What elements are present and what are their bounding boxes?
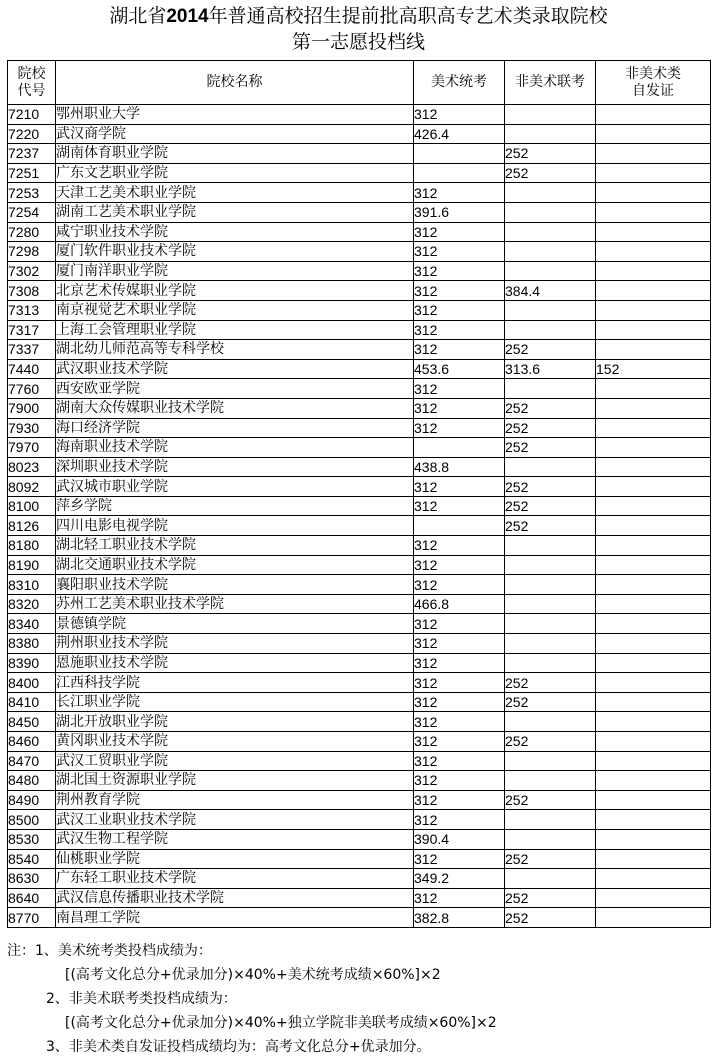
- table-row: [8, 105, 711, 125]
- nonart-self-score-cell: [596, 771, 711, 791]
- school-code-cell: 8470: [8, 751, 56, 771]
- table-row: [8, 712, 711, 732]
- art-unified-score-cell: 312: [414, 653, 505, 673]
- note-1: 注：1、美术统考类投档成绩为：: [7, 943, 212, 959]
- nonart-self-score-cell: [596, 124, 711, 144]
- art-unified-score-cell: 382.8: [414, 908, 505, 928]
- nonart-joint-score-cell: [505, 124, 596, 144]
- school-code-cell: 7298: [8, 242, 56, 262]
- nonart-self-score-cell: [596, 202, 711, 222]
- art-unified-score-cell: 312: [414, 300, 505, 320]
- nonart-self-score-cell: [596, 183, 711, 203]
- art-unified-score-cell: 312: [414, 849, 505, 869]
- school-code-cell: 7280: [8, 222, 56, 242]
- table-row: [8, 751, 711, 771]
- school-name-cell: 深圳职业技术学院: [56, 457, 414, 477]
- nonart-self-score-cell: [596, 712, 711, 732]
- table-row: [8, 320, 711, 340]
- school-code-cell: 8540: [8, 849, 56, 869]
- title-suffix: 年普通高校招生提前批高职高专艺术类录取院校: [208, 5, 608, 27]
- school-name-cell: 苏州工艺美术职业技术学院: [56, 594, 414, 614]
- school-code-cell: 8180: [8, 536, 56, 556]
- nonart-joint-score-cell: 252: [505, 849, 596, 869]
- nonart-self-score-cell: [596, 496, 711, 516]
- school-name-cell: 湖南大众传媒职业技术学院: [56, 398, 414, 418]
- nonart-joint-score-cell: [505, 594, 596, 614]
- art-unified-score-cell: 312: [414, 712, 505, 732]
- table-row: [8, 457, 711, 477]
- table-row: [8, 634, 711, 654]
- school-code-cell: 8092: [8, 477, 56, 497]
- note-3: 3、非美术类自发证投档成绩均为：高考文化总分+优录加分。: [46, 1039, 431, 1055]
- art-unified-score-cell: 312: [414, 751, 505, 771]
- school-code-cell: 7237: [8, 144, 56, 164]
- nonart-joint-score-cell: [505, 242, 596, 262]
- nonart-self-score-cell: [596, 300, 711, 320]
- art-unified-score-cell: 391.6: [414, 202, 505, 222]
- table-row: [8, 908, 711, 928]
- school-name-cell: 黄冈职业技术学院: [56, 732, 414, 752]
- art-unified-score-cell: 312: [414, 575, 505, 595]
- art-unified-score-cell: 312: [414, 673, 505, 693]
- title-year: 2014: [166, 6, 209, 27]
- table-row: [8, 555, 711, 575]
- school-code-cell: 7970: [8, 438, 56, 458]
- nonart-joint-score-cell: 384.4: [505, 281, 596, 301]
- art-unified-score-cell: 312: [414, 771, 505, 791]
- art-unified-score-cell: [414, 144, 505, 164]
- nonart-self-score-cell: [596, 810, 711, 830]
- nonart-self-score-cell: [596, 614, 711, 634]
- nonart-self-score-cell: [596, 594, 711, 614]
- school-name-cell: 长江职业学院: [56, 692, 414, 712]
- school-code-cell: 8530: [8, 829, 56, 849]
- art-unified-score-cell: 312: [414, 536, 505, 556]
- nonart-self-score-cell: [596, 829, 711, 849]
- nonart-self-score-cell: [596, 751, 711, 771]
- school-name-cell: 海南职业技术学院: [56, 438, 414, 458]
- nonart-self-score-cell: [596, 418, 711, 438]
- art-unified-score-cell: 312: [414, 183, 505, 203]
- school-name-cell: 武汉商学院: [56, 124, 414, 144]
- art-unified-score-cell: 312: [414, 105, 505, 125]
- school-code-cell: 8400: [8, 673, 56, 693]
- school-name-cell: 景德镇学院: [56, 614, 414, 634]
- art-unified-score-cell: 312: [414, 888, 505, 908]
- nonart-self-score-cell: [596, 908, 711, 928]
- school-name-cell: 鄂州职业大学: [56, 105, 414, 125]
- nonart-self-score-cell: [596, 457, 711, 477]
- school-name-cell: 广东文艺职业学院: [56, 163, 414, 183]
- nonart-joint-score-cell: [505, 751, 596, 771]
- school-name-cell: 湖北交通职业技术学院: [56, 555, 414, 575]
- table-row: [8, 438, 711, 458]
- school-code-cell: 7313: [8, 300, 56, 320]
- col-header-art-unified: 美术统考: [414, 61, 505, 105]
- table-row: [8, 242, 711, 262]
- table-row: [8, 771, 711, 791]
- school-code-cell: 8310: [8, 575, 56, 595]
- art-unified-score-cell: [414, 438, 505, 458]
- school-code-cell: 7254: [8, 202, 56, 222]
- art-unified-score-cell: 312: [414, 340, 505, 360]
- nonart-self-score-cell: 152: [596, 359, 711, 379]
- art-unified-score-cell: 312: [414, 732, 505, 752]
- school-name-cell: 武汉工贸职业学院: [56, 751, 414, 771]
- nonart-joint-score-cell: 252: [505, 908, 596, 928]
- note-2: 2、非美术联考类投档成绩为：: [46, 991, 237, 1007]
- table-row: [8, 144, 711, 164]
- col-header-name: 院校名称: [56, 61, 414, 105]
- art-unified-score-cell: 390.4: [414, 829, 505, 849]
- school-code-cell: 8490: [8, 790, 56, 810]
- nonart-joint-score-cell: 252: [505, 340, 596, 360]
- school-code-cell: 8100: [8, 496, 56, 516]
- table-row: [8, 594, 711, 614]
- art-unified-score-cell: 453.6: [414, 359, 505, 379]
- table-row: [8, 340, 711, 360]
- table-row: [8, 359, 711, 379]
- nonart-joint-score-cell: [505, 869, 596, 889]
- nonart-joint-score-cell: 252: [505, 418, 596, 438]
- school-code-cell: 8630: [8, 869, 56, 889]
- page-title-line1: [0, 3, 717, 30]
- school-code-cell: 8340: [8, 614, 56, 634]
- school-name-cell: 湖南体育职业学院: [56, 144, 414, 164]
- table-row: [8, 124, 711, 144]
- school-name-cell: 海口经济学院: [56, 418, 414, 438]
- table-row: [8, 810, 711, 830]
- nonart-self-score-cell: [596, 634, 711, 654]
- nonart-self-score-cell: [596, 477, 711, 497]
- art-unified-score-cell: 312: [414, 418, 505, 438]
- school-code-cell: 8460: [8, 732, 56, 752]
- school-name-cell: 武汉城市职业学院: [56, 477, 414, 497]
- col-header-code: 院校 代号: [8, 61, 56, 105]
- art-unified-score-cell: [414, 516, 505, 536]
- school-name-cell: 湖北轻工职业技术学院: [56, 536, 414, 556]
- school-name-cell: 西安欧亚学院: [56, 379, 414, 399]
- nonart-self-score-cell: [596, 438, 711, 458]
- art-unified-score-cell: 312: [414, 320, 505, 340]
- nonart-self-score-cell: [596, 261, 711, 281]
- table-row: [8, 496, 711, 516]
- school-code-cell: 7253: [8, 183, 56, 203]
- school-name-cell: 四川电影电视学院: [56, 516, 414, 536]
- school-code-cell: 8450: [8, 712, 56, 732]
- nonart-self-score-cell: [596, 144, 711, 164]
- school-code-cell: 7930: [8, 418, 56, 438]
- art-unified-score-cell: 312: [414, 496, 505, 516]
- art-unified-score-cell: 426.4: [414, 124, 505, 144]
- nonart-joint-score-cell: 252: [505, 438, 596, 458]
- school-name-cell: 仙桃职业学院: [56, 849, 414, 869]
- school-name-cell: 南昌理工学院: [56, 908, 414, 928]
- table-row: [8, 829, 711, 849]
- school-name-cell: 南京视觉艺术职业学院: [56, 300, 414, 320]
- nonart-self-score-cell: [596, 888, 711, 908]
- nonart-self-score-cell: [596, 555, 711, 575]
- art-unified-score-cell: 312: [414, 281, 505, 301]
- school-code-cell: 7210: [8, 105, 56, 125]
- nonart-joint-score-cell: [505, 771, 596, 791]
- nonart-joint-score-cell: 313.6: [505, 359, 596, 379]
- table-row: [8, 536, 711, 556]
- art-unified-score-cell: 312: [414, 810, 505, 830]
- table-header-row: [8, 61, 711, 105]
- school-name-cell: 湖南工艺美术职业学院: [56, 202, 414, 222]
- table-row: [8, 398, 711, 418]
- table-row: [8, 183, 711, 203]
- school-code-cell: 8320: [8, 594, 56, 614]
- nonart-joint-score-cell: [505, 829, 596, 849]
- school-name-cell: 厦门南洋职业学院: [56, 261, 414, 281]
- nonart-self-score-cell: [596, 379, 711, 399]
- school-code-cell: 8023: [8, 457, 56, 477]
- school-code-cell: 7302: [8, 261, 56, 281]
- table-row: [8, 261, 711, 281]
- school-code-cell: 7308: [8, 281, 56, 301]
- school-code-cell: 8126: [8, 516, 56, 536]
- nonart-self-score-cell: [596, 653, 711, 673]
- school-name-cell: 北京艺术传媒职业学院: [56, 281, 414, 301]
- school-code-cell: 8500: [8, 810, 56, 830]
- note-1-formula: [(高考文化总分+优录加分)×40%+美术统考成绩×60%]×2: [65, 967, 441, 983]
- table-row: [8, 477, 711, 497]
- nonart-self-score-cell: [596, 732, 711, 752]
- nonart-self-score-cell: [596, 536, 711, 556]
- nonart-self-score-cell: [596, 281, 711, 301]
- art-unified-score-cell: 466.8: [414, 594, 505, 614]
- school-code-cell: 7317: [8, 320, 56, 340]
- title-prefix: 湖北省: [109, 5, 167, 27]
- nonart-self-score-cell: [596, 849, 711, 869]
- table-body: [8, 105, 711, 928]
- school-name-cell: 武汉职业技术学院: [56, 359, 414, 379]
- nonart-joint-score-cell: [505, 105, 596, 125]
- school-code-cell: 8190: [8, 555, 56, 575]
- art-unified-score-cell: 312: [414, 634, 505, 654]
- nonart-self-score-cell: [596, 790, 711, 810]
- school-name-cell: 荆州职业技术学院: [56, 634, 414, 654]
- table-row: [8, 849, 711, 869]
- nonart-joint-score-cell: [505, 320, 596, 340]
- art-unified-score-cell: 312: [414, 692, 505, 712]
- school-name-cell: 上海工会管理职业学院: [56, 320, 414, 340]
- table-row: [8, 790, 711, 810]
- nonart-joint-score-cell: [505, 653, 596, 673]
- note-2-formula: [(高考文化总分+优录加分)×40%+独立学院非美联考成绩×60%]×2: [65, 1015, 497, 1031]
- nonart-joint-score-cell: [505, 202, 596, 222]
- nonart-self-score-cell: [596, 575, 711, 595]
- school-name-cell: 襄阳职业技术学院: [56, 575, 414, 595]
- table-row: [8, 379, 711, 399]
- school-code-cell: 7337: [8, 340, 56, 360]
- school-code-cell: 7251: [8, 163, 56, 183]
- nonart-joint-score-cell: [505, 300, 596, 320]
- nonart-joint-score-cell: 252: [505, 163, 596, 183]
- table-row: [8, 614, 711, 634]
- nonart-joint-score-cell: 252: [505, 516, 596, 536]
- nonart-joint-score-cell: 252: [505, 144, 596, 164]
- school-name-cell: 湖北开放职业学院: [56, 712, 414, 732]
- school-name-cell: 湖北幼儿师范高等专科学校: [56, 340, 414, 360]
- nonart-self-score-cell: [596, 105, 711, 125]
- art-unified-score-cell: 312: [414, 242, 505, 262]
- school-name-cell: 武汉工业职业技术学院: [56, 810, 414, 830]
- nonart-self-score-cell: [596, 163, 711, 183]
- table-row: [8, 692, 711, 712]
- school-code-cell: 8640: [8, 888, 56, 908]
- art-unified-score-cell: 312: [414, 790, 505, 810]
- nonart-joint-score-cell: [505, 457, 596, 477]
- school-name-cell: 江西科技学院: [56, 673, 414, 693]
- nonart-self-score-cell: [596, 673, 711, 693]
- nonart-joint-score-cell: [505, 555, 596, 575]
- nonart-self-score-cell: [596, 340, 711, 360]
- col-header-nonart-self: 非美术类 自发证: [596, 61, 711, 105]
- school-name-cell: 荆州教育学院: [56, 790, 414, 810]
- nonart-self-score-cell: [596, 692, 711, 712]
- nonart-joint-score-cell: [505, 634, 596, 654]
- nonart-joint-score-cell: 252: [505, 790, 596, 810]
- nonart-joint-score-cell: 252: [505, 673, 596, 693]
- school-code-cell: 8480: [8, 771, 56, 791]
- nonart-self-score-cell: [596, 320, 711, 340]
- school-code-cell: 7900: [8, 398, 56, 418]
- table-row: [8, 516, 711, 536]
- school-code-cell: 8390: [8, 653, 56, 673]
- school-name-cell: 恩施职业技术学院: [56, 653, 414, 673]
- school-code-cell: 8410: [8, 692, 56, 712]
- table-row: [8, 202, 711, 222]
- school-name-cell: 武汉信息传播职业技术学院: [56, 888, 414, 908]
- art-unified-score-cell: [414, 163, 505, 183]
- school-name-cell: 天津工艺美术职业学院: [56, 183, 414, 203]
- nonart-joint-score-cell: [505, 536, 596, 556]
- table-row: [8, 732, 711, 752]
- col-header-nonart-joint: 非美术联考: [505, 61, 596, 105]
- school-code-cell: 7440: [8, 359, 56, 379]
- nonart-joint-score-cell: [505, 810, 596, 830]
- table-row: [8, 869, 711, 889]
- school-code-cell: 7760: [8, 379, 56, 399]
- nonart-joint-score-cell: 252: [505, 732, 596, 752]
- nonart-joint-score-cell: 252: [505, 496, 596, 516]
- table-row: [8, 163, 711, 183]
- nonart-joint-score-cell: [505, 183, 596, 203]
- nonart-self-score-cell: [596, 242, 711, 262]
- art-unified-score-cell: 312: [414, 477, 505, 497]
- nonart-joint-score-cell: [505, 222, 596, 242]
- table-row: [8, 888, 711, 908]
- nonart-joint-score-cell: [505, 575, 596, 595]
- nonart-joint-score-cell: [505, 261, 596, 281]
- art-unified-score-cell: 312: [414, 222, 505, 242]
- nonart-joint-score-cell: 252: [505, 888, 596, 908]
- art-unified-score-cell: 312: [414, 398, 505, 418]
- nonart-self-score-cell: [596, 869, 711, 889]
- school-name-cell: 萍乡学院: [56, 496, 414, 516]
- school-name-cell: 厦门软件职业技术学院: [56, 242, 414, 262]
- nonart-joint-score-cell: [505, 614, 596, 634]
- school-name-cell: 武汉生物工程学院: [56, 829, 414, 849]
- table-row: [8, 222, 711, 242]
- table-row: [8, 281, 711, 301]
- art-unified-score-cell: 312: [414, 261, 505, 281]
- nonart-joint-score-cell: 252: [505, 692, 596, 712]
- art-unified-score-cell: 349.2: [414, 869, 505, 889]
- nonart-self-score-cell: [596, 398, 711, 418]
- table-row: [8, 300, 711, 320]
- nonart-self-score-cell: [596, 222, 711, 242]
- nonart-joint-score-cell: [505, 379, 596, 399]
- art-unified-score-cell: 438.8: [414, 457, 505, 477]
- table-row: [8, 575, 711, 595]
- school-name-cell: 咸宁职业技术学院: [56, 222, 414, 242]
- nonart-joint-score-cell: [505, 712, 596, 732]
- nonart-joint-score-cell: 252: [505, 398, 596, 418]
- art-unified-score-cell: 312: [414, 614, 505, 634]
- nonart-joint-score-cell: 252: [505, 477, 596, 497]
- school-code-cell: 8380: [8, 634, 56, 654]
- school-name-cell: 广东轻工职业技术学院: [56, 869, 414, 889]
- table-row: [8, 418, 711, 438]
- table-row: [8, 653, 711, 673]
- nonart-self-score-cell: [596, 516, 711, 536]
- school-code-cell: 8770: [8, 908, 56, 928]
- art-unified-score-cell: 312: [414, 555, 505, 575]
- school-name-cell: 湖北国土资源职业学院: [56, 771, 414, 791]
- score-table: [7, 60, 711, 928]
- table-row: [8, 673, 711, 693]
- school-code-cell: 7220: [8, 124, 56, 144]
- page-title-line2: 第一志愿投档线: [291, 31, 425, 53]
- art-unified-score-cell: 312: [414, 379, 505, 399]
